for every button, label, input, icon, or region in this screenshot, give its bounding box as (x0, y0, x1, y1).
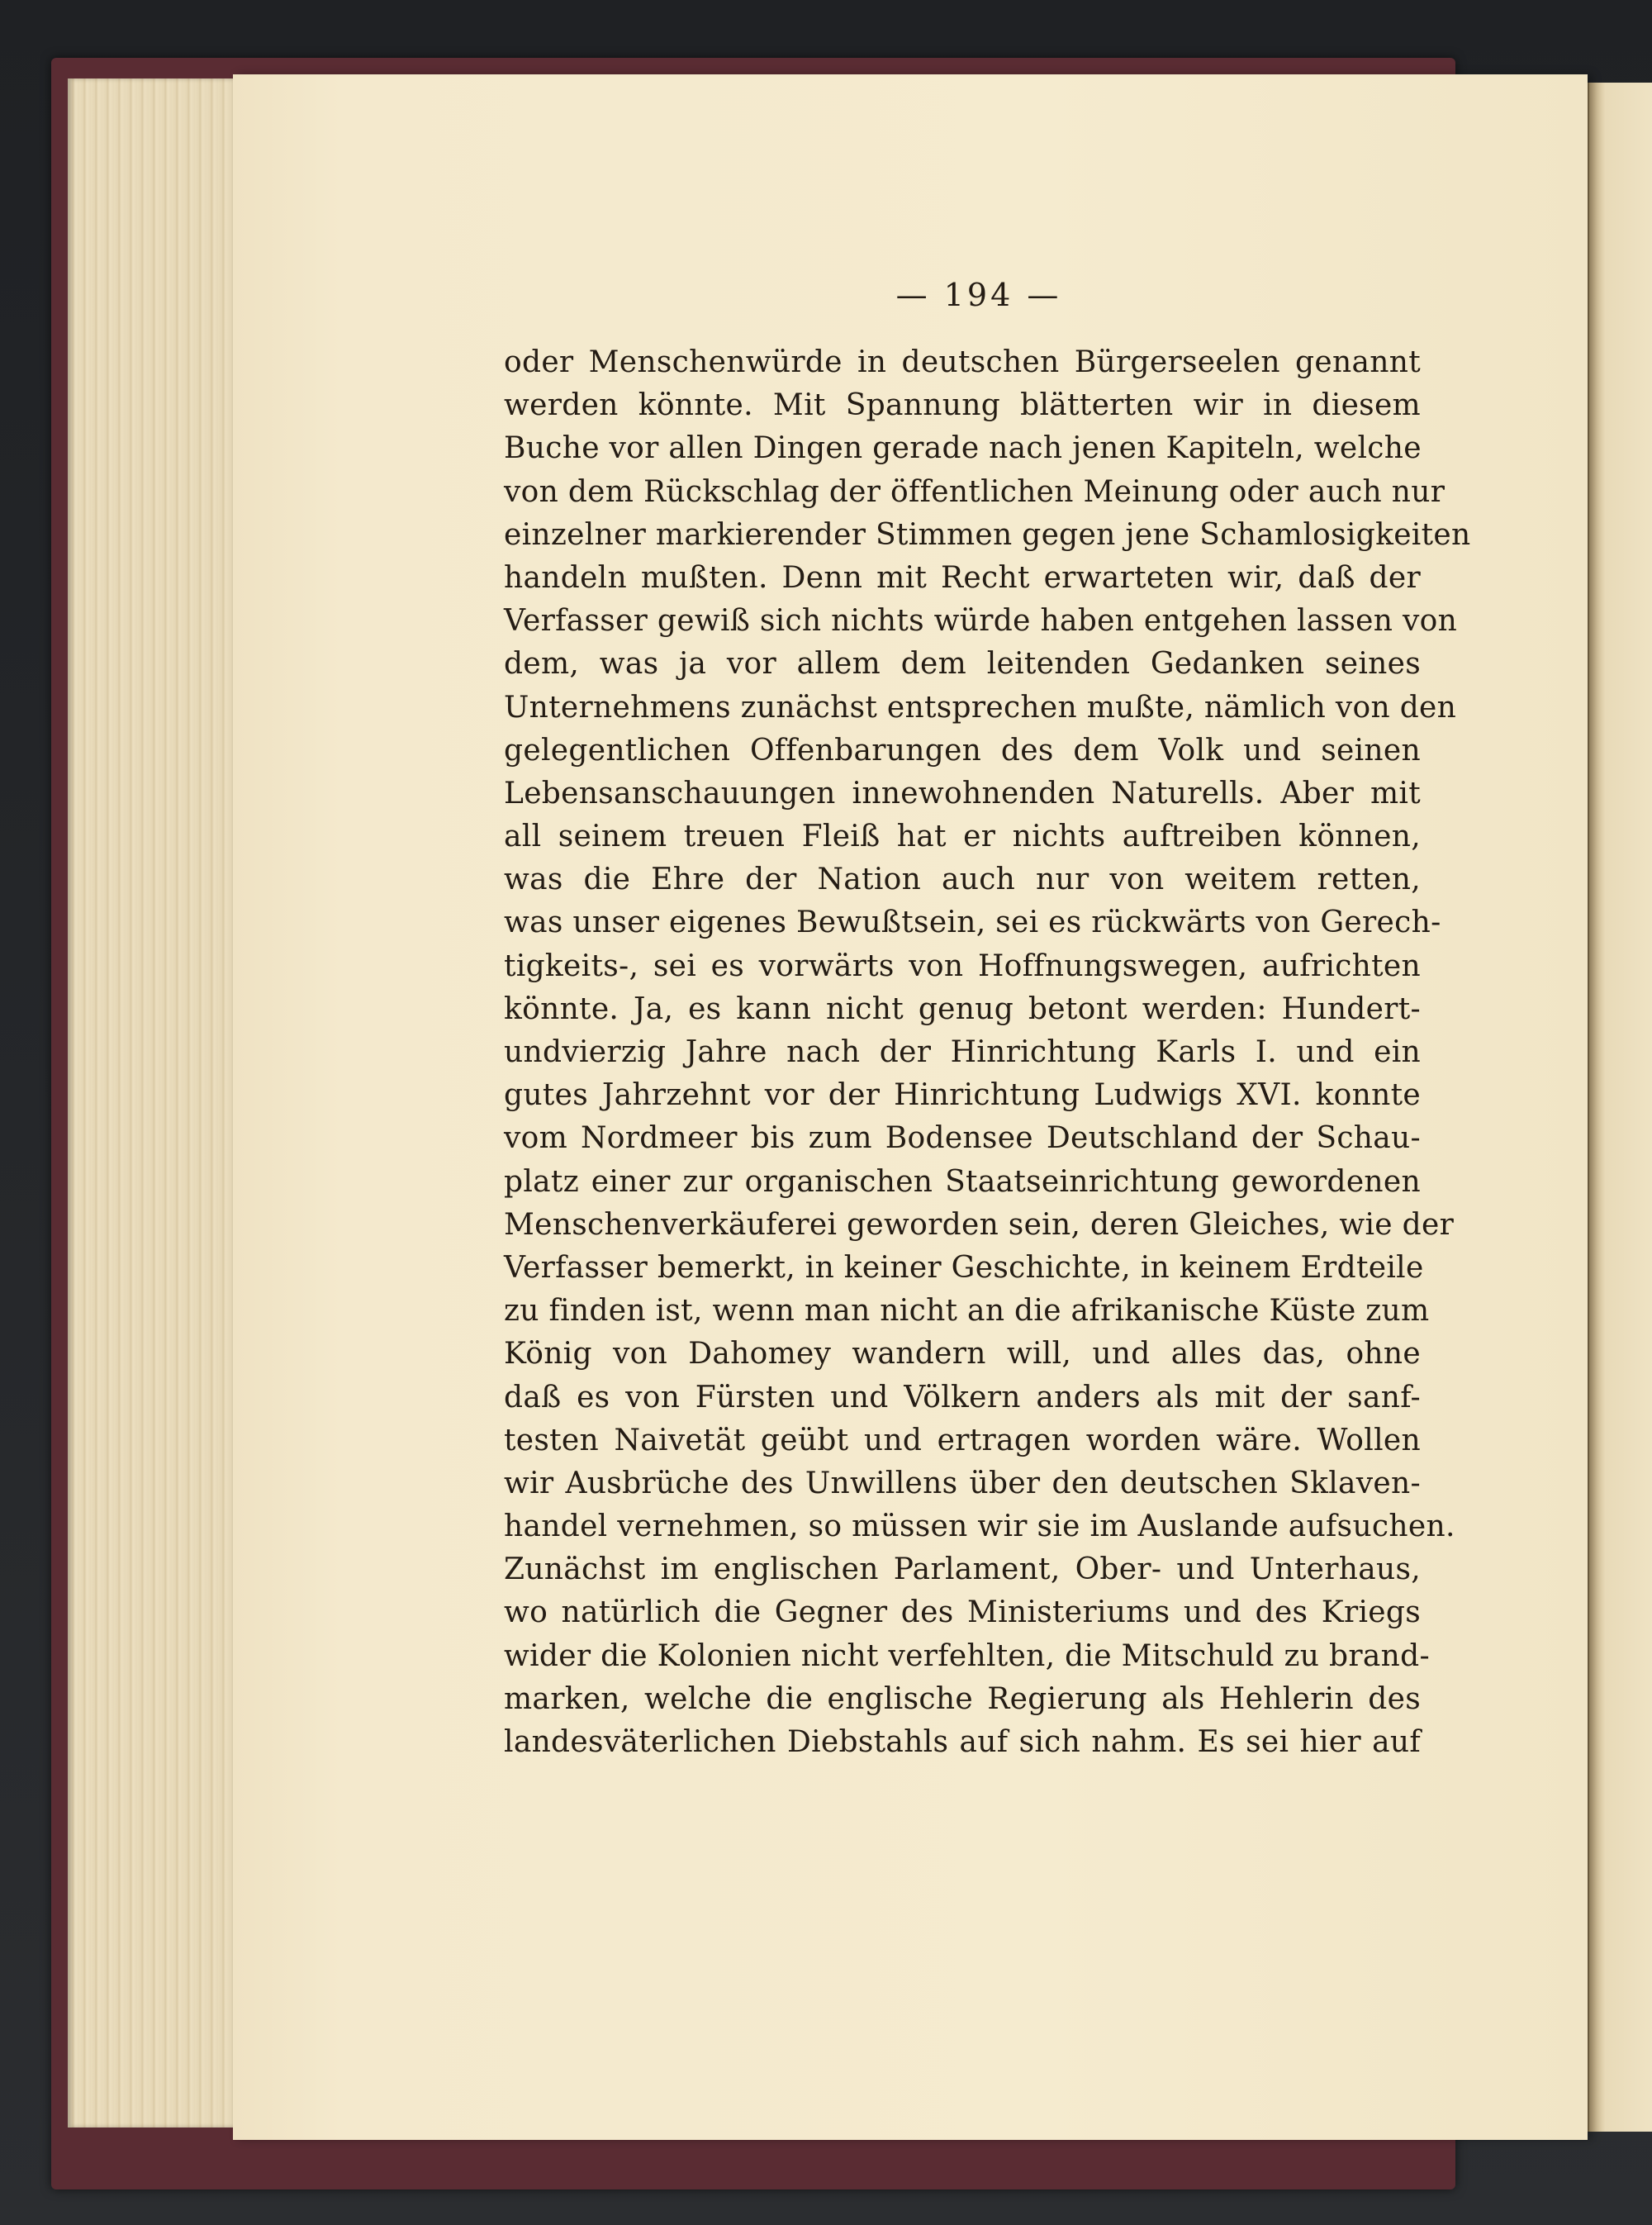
text-line: Verfasser gewiß sich nichts würde haben entgehen lassen von (504, 604, 1458, 639)
page-number: — 194 — (895, 277, 1062, 313)
body-text (504, 341, 1471, 1764)
text-line: dem, was ja vor allem dem leitenden Gedanken seines (504, 647, 1421, 682)
text-line: Zunächst im englischen Parlament, Ober- und Unterhaus, (504, 1552, 1421, 1587)
text-line: Buche vor allen Dingen gerade nach jenen Kapiteln, welche (504, 431, 1422, 466)
text-line: Verfasser bemerkt, in keiner Geschichte, in keinem Erdteile (504, 1250, 1424, 1285)
text-line: handel vernehmen, so müssen wir sie im Auslande aufsuchen. (504, 1509, 1455, 1544)
text-line: Lebensanschauungen innewohnenden Naturells. Aber mit (504, 776, 1421, 811)
text-line: von dem Rückschlag der öffentlichen Meinung oder auch nur (504, 474, 1446, 509)
text-line: was unser eigenes Bewußtsein, sei es rückwärts von Gerech- (504, 906, 1441, 940)
text-line: oder Menschenwürde in deutschen Bürgerseelen genannt (504, 345, 1421, 379)
text-line: vom Nordmeer bis zum Bodensee Deutschland der Schau- (504, 1121, 1421, 1156)
text-line: marken, welche die englische Regierung als Hehlerin des (504, 1681, 1421, 1716)
text-line: König von Dahomey wandern will, und alles das, ohne (504, 1337, 1421, 1372)
text-line: landesväterlichen Diebstahls auf sich nahm. Es sei hier auf (504, 1725, 1421, 1759)
text-line: wir Ausbrüche des Unwillens über den deutschen Sklaven- (504, 1466, 1421, 1500)
text-line: einzelner markierender Stimmen gegen jene Schamlosigkeiten (504, 517, 1471, 552)
text-line: testen Naivetät geübt und ertragen worden wäre. Wollen (504, 1423, 1421, 1457)
text-line: Unternehmens zunächst entsprechen mußte, nämlich von den (504, 690, 1457, 725)
text-line: könnte. Ja, es kann nicht genug betont werden: Hundert- (504, 991, 1421, 1026)
text-line: gutes Jahrzehnt vor der Hinrichtung Ludwigs XVI. konnte (504, 1078, 1421, 1113)
text-line: undvierzig Jahre nach der Hinrichtung Karls I. und ein (504, 1035, 1421, 1069)
text-line: zu finden ist, wenn man nicht an die afrikanische Küste zum (504, 1294, 1430, 1329)
text-line: was die Ehre der Nation auch nur von weitem retten, (504, 863, 1421, 897)
text-line: daß es von Fürsten und Völkern anders als mit der sanf- (504, 1380, 1421, 1414)
text-line: tigkeits-, sei es vorwärts von Hoffnungswegen, aufrichten (504, 948, 1421, 983)
text-line: platz einer zur organischen Staatseinrichtung gewordenen (504, 1164, 1421, 1199)
text-line: gelegentlichen Offenbarungen des dem Volk und seinen (504, 733, 1421, 768)
text-line: handeln mußten. Denn mit Recht erwarteten wir, daß der (504, 560, 1421, 595)
page-stack-edges (68, 78, 234, 2128)
text-line: wider die Kolonien nicht verfehlten, die Mitschuld zu brand- (504, 1638, 1430, 1673)
page-content (504, 277, 1471, 1764)
text-line: Menschenverkäuferei geworden sein, deren Gleiches, wie der (504, 1207, 1455, 1242)
text-line: wo natürlich die Gegner des Ministeriums und des Kriegs (504, 1595, 1421, 1630)
text-line: werden könnte. Mit Spannung blätterten wir in diesem (504, 388, 1421, 423)
text-line: all seinem treuen Fleiß hat er nichts auftreiben können, (504, 820, 1421, 854)
adjacent-page-edge (1588, 83, 1652, 2132)
